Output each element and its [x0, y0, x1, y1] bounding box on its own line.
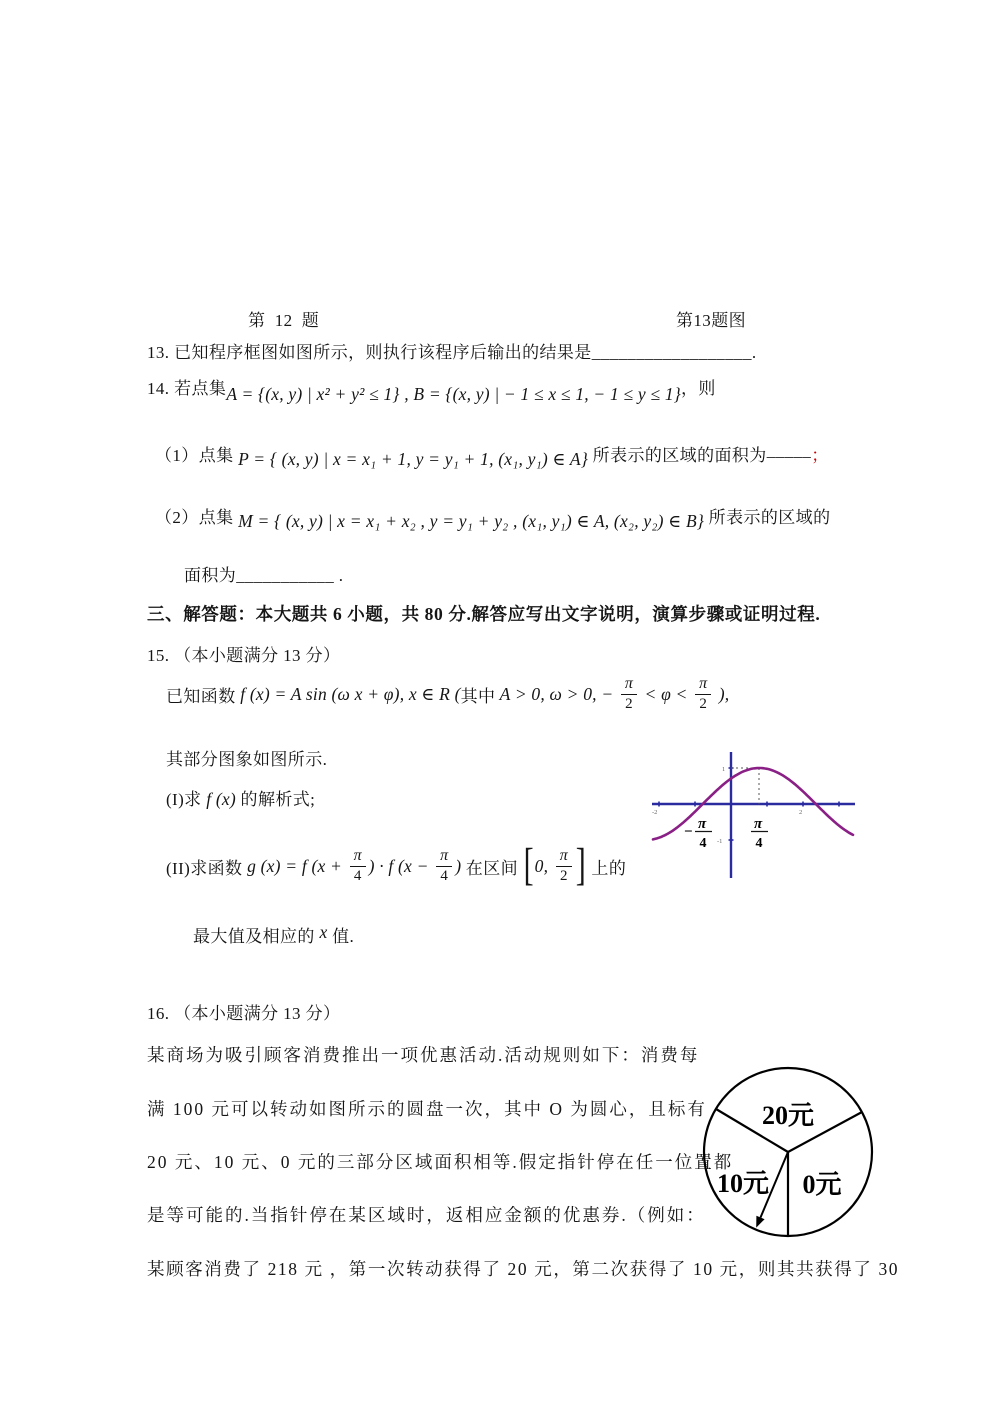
fraction-den: 4 [755, 836, 763, 851]
q14-set-definitions: A = {(x, y) | x² + y² ≤ 1} , B = {(x, y) | − 1 ≤ x ≤ 1, − 1 ≤ y ≤ 1} [226, 384, 681, 404]
fraction-den: 4 [440, 868, 448, 884]
wheel-label-10yuan: 10元 [716, 1169, 770, 1198]
q15-l1-fx-def: f (x) = A sin (ω x + φ), x ∈ R ( [240, 683, 461, 704]
q15-l4-close: ) [455, 855, 466, 876]
part2-blank: ___________ [236, 566, 335, 585]
question-13 [147, 338, 757, 363]
q15-line-1 [166, 676, 729, 712]
q16-line-2: 满 100 元可以转动如图所示的圆盘一次，其中 O 为圆心，且标有 [147, 1099, 707, 1119]
part2-area-label: 面积为 [184, 566, 237, 585]
q16-line-1: 某商场为吸引顾客消费推出一项优惠活动.活动规则如下：消费每 [147, 1045, 700, 1065]
y-tick-label-1: 1 [722, 766, 726, 773]
wheel-label-20yuan: 20元 [761, 1101, 815, 1130]
right-bracket: ] [575, 840, 586, 890]
part2-period: . [334, 566, 344, 585]
q15-l4-zero: 0, [534, 855, 553, 876]
part1-semicolon-red: ； [811, 446, 829, 465]
q14-part-2 [155, 503, 830, 532]
q16-line-5: 某顾客消费了 218 元 ，第一次转动获得了 20 元，第二次获得了 10 元，则其共获得了 30 [147, 1259, 900, 1279]
question-13-blank: __________________ [591, 343, 752, 362]
q15-l5-value: 值. [327, 927, 355, 946]
q15-line-2: 其部分图象如图所示. [166, 750, 328, 769]
fraction-num: π [350, 848, 366, 867]
pointer-head [756, 1216, 764, 1228]
q15-l3-suffix: 的解析式; [235, 790, 316, 809]
q15-l4-fraction-pi-4-a [350, 848, 366, 884]
q15-l4-suffix: 上的 [586, 858, 627, 878]
fraction-num: π [436, 848, 452, 867]
part1-suffix: 所表示的区域的面积为 [588, 446, 767, 465]
q15-l4-fraction-pi-4-b [436, 848, 452, 884]
x-tick-label-2: 2 [799, 809, 803, 816]
part2-set: M = { (x, y) | x = x₁ + x₂ , y = y₁ + y₂ , (x₁, y₁) ∈ A, (x₂, y₂) ∈ B} [238, 511, 705, 531]
q15-l1-fraction-pi-2-a [621, 676, 637, 712]
part1-blank: _____ [766, 441, 812, 460]
fraction-num: π [698, 816, 707, 832]
question-16-head: 16. （本小题满分 13 分） [147, 1004, 341, 1023]
spinner-wheel-figure [696, 1056, 896, 1256]
q15-line-4 [166, 840, 627, 890]
q15-l5-max: 最大值及相应的 [193, 927, 320, 946]
question-15-head: 15. （本小题满分 13 分） [147, 646, 341, 665]
q15-l3-find: (I)求 [166, 790, 207, 809]
question-14 [147, 374, 716, 405]
q15-line-5 [193, 922, 354, 947]
q15-l4-times: ) · f (x − [368, 855, 434, 876]
q15-line-3 [166, 785, 315, 810]
q15-l3-fx: f (x) [206, 789, 236, 809]
q14-part-2-cont [184, 561, 343, 586]
q16-line-4: 是等可能的.当指针停在某区域时，返相应金额的优惠券.（例如： [147, 1205, 706, 1225]
fraction-den: 2 [625, 696, 633, 712]
part1-set: P = { (x, y) | x = x₁ + 1, y = y₁ + 1, (x₁, y₁) ∈ A} [238, 449, 589, 469]
fraction-den: 2 [560, 868, 568, 884]
q15-l1-conds: A > 0, ω > 0, − [495, 683, 618, 704]
q14-then: ，则 [680, 379, 716, 398]
fraction-num: π [621, 676, 637, 695]
figure-caption-q12: 第 12 题 [248, 311, 320, 330]
wheel-label-0yuan: 0元 [802, 1170, 842, 1199]
fraction-num: π [695, 676, 711, 695]
q15-l4-find-fn: (II)求函数 [166, 858, 248, 878]
q16-line-3: 20 元、10 元、0 元的三部分区域面积相等.假定指针停在任一位置都 [147, 1152, 734, 1172]
fraction-den: 4 [699, 836, 707, 851]
sine-graph-figure [648, 746, 868, 888]
y-tick-label-neg1: -1 [717, 838, 723, 845]
x-tick-label-neg2: -2 [652, 809, 658, 816]
x-label-pi-4 [751, 816, 768, 851]
fraction-den: 2 [699, 696, 707, 712]
q15-l1-where: 其中 [460, 686, 496, 706]
q15-l1-known: 已知函数 [166, 686, 241, 706]
section-3-header: 三、解答题：本大题共 6 小题，共 80 分.解答应写出文字说明，演算步骤或证明过程. [147, 604, 821, 624]
q15-l5-x: x [319, 922, 328, 942]
fraction-num: π [556, 848, 572, 867]
fraction-num: π [754, 816, 763, 832]
q15-l1-fraction-pi-2-b [695, 676, 711, 712]
x-label-neg-pi-4 [684, 816, 712, 851]
question-13-period: . [751, 343, 757, 362]
question-13-text: 13. 已知程序框图如图所示，则执行该程序后输出的结果是 [147, 343, 592, 362]
fraction-den: 4 [353, 868, 362, 884]
q15-l4-gx: g (x) = f (x + [247, 855, 347, 876]
q14-part-1 [155, 441, 829, 470]
q15-l4-fraction-pi-2 [556, 848, 572, 884]
left-bracket: [ [523, 840, 534, 890]
figure-caption-q13: 第13题图 [676, 311, 746, 330]
part1-label: （1）点集 [155, 446, 239, 465]
q15-l1-phi-between: < φ < [639, 683, 693, 704]
part2-label: （2）点集 [155, 508, 239, 527]
minus-sign: − [684, 824, 693, 840]
q15-l1-close: ), [714, 683, 730, 704]
q14-intro: 14. 若点集 [147, 379, 227, 398]
part2-suffix: 所表示的区域的 [704, 508, 831, 527]
q15-l4-interval-label: 在区间 [465, 858, 523, 878]
